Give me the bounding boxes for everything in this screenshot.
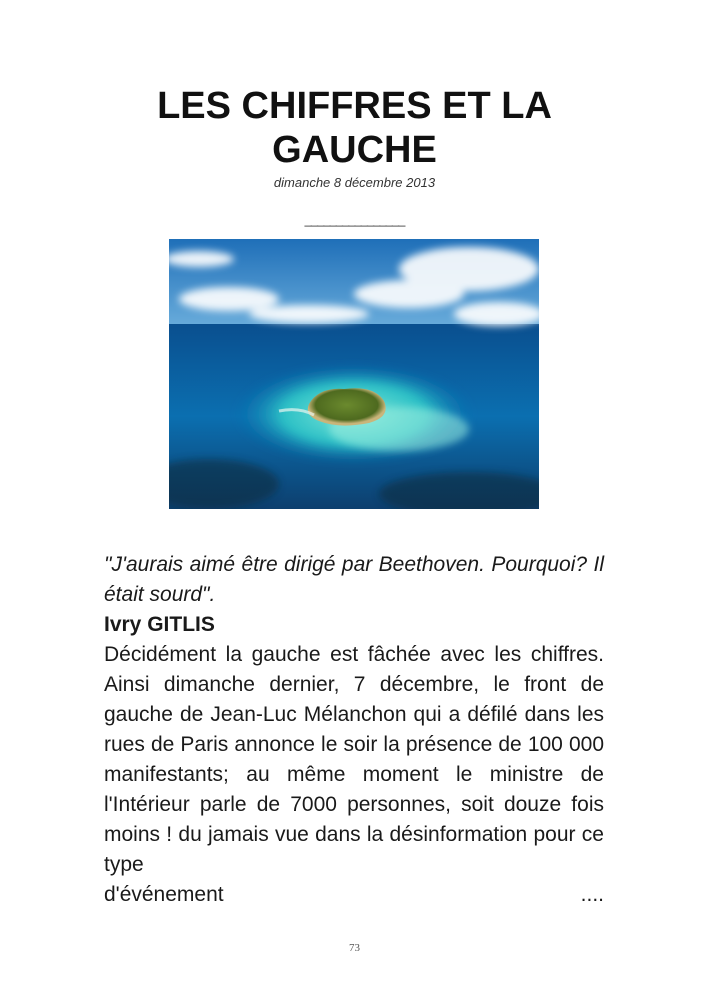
body-last-word: d'événement xyxy=(104,883,224,906)
title-line-1: LES CHIFFRES ET LA xyxy=(157,85,552,127)
separator-line: ________________ xyxy=(304,212,405,227)
quote-author: Ivry GITLIS xyxy=(104,613,215,636)
page-title xyxy=(60,84,649,172)
title-line-2: GAUCHE xyxy=(272,129,437,171)
body-last-line xyxy=(104,880,604,910)
body-ellipsis: .... xyxy=(580,883,604,906)
island-photo xyxy=(169,239,539,509)
body-paragraph: Décidément la gauche est fâchée avec les chiffres. Ainsi dimanche dernier, 7 décembre, le front de gauche de Jean-Luc Mélanchon qui a défilé dans les rues de Paris annonce le soir la présence de 100 000 manifestants; au même moment le ministre de l'Intérieur parle de 7000 personnes, soit douze fois moins ! du jamais vue dans la désinformation pour ce type xyxy=(104,643,604,876)
page-number: 73 xyxy=(349,942,360,954)
article-date: dimanche 8 décembre 2013 xyxy=(273,175,436,190)
quote-text: "J'aurais aimé être dirigé par Beethoven. Pourquoi? Il était sourd". xyxy=(104,553,604,606)
